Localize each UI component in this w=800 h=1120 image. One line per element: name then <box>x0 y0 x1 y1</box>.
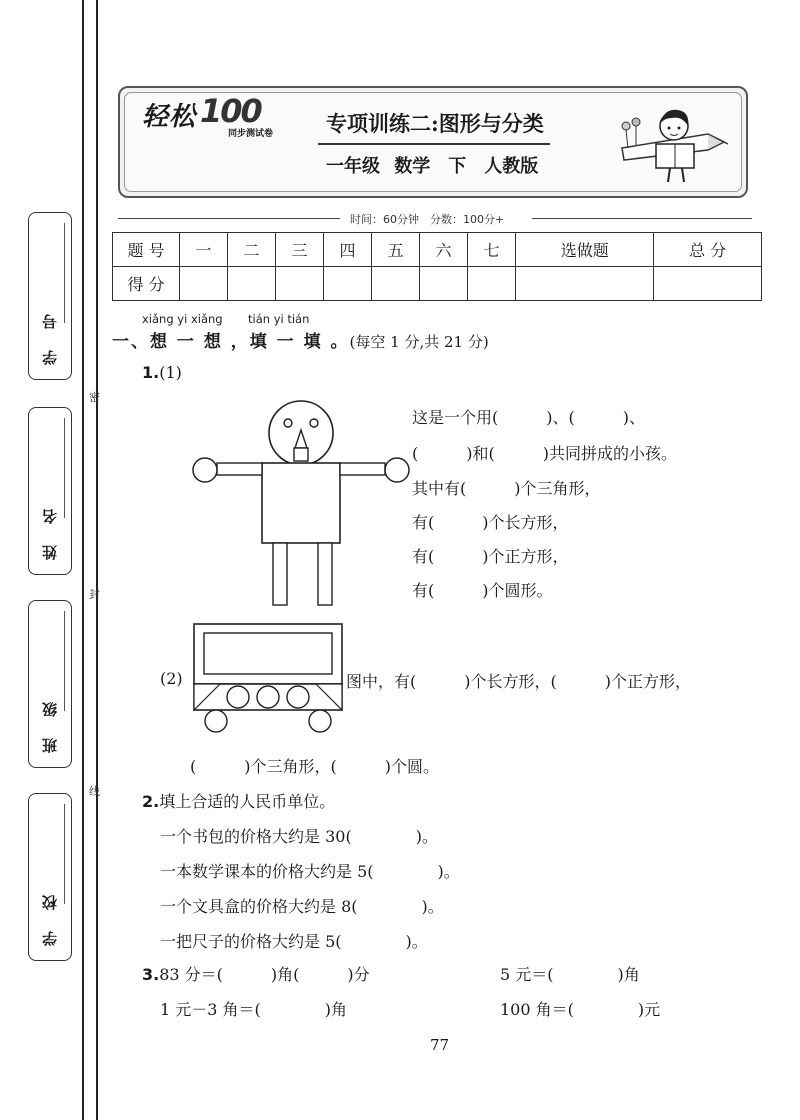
header-cell: 三 <box>276 233 324 267</box>
q1-part2-line1: 图中，有( )个长方形，( )个正方形， <box>346 672 691 691</box>
pinyin-tian: tián yi tián <box>248 312 310 326</box>
logo-subtitle: 同步测试卷 <box>228 129 274 139</box>
page-subtitle: 一年级 数学 下 人教版 <box>326 156 539 177</box>
q1-line: 这是一个用( )、( )、 <box>412 408 645 427</box>
score-cell[interactable] <box>372 267 420 301</box>
header-cell: 选做题 <box>516 233 654 267</box>
binding-line-inner <box>96 0 98 1120</box>
section-heading <box>112 327 489 352</box>
logo-number: 100 <box>200 92 261 130</box>
exam-info-row <box>118 211 752 227</box>
score-cell[interactable] <box>276 267 324 301</box>
q2-line: 一把尺子的价格大约是 5( )。 <box>160 932 428 951</box>
title-divider <box>318 143 550 145</box>
q1-line: 有( )个圆形。 <box>412 581 553 600</box>
score-table <box>112 232 762 301</box>
binding-line-outer <box>82 0 84 1120</box>
shape-child-figure <box>188 398 416 610</box>
q1-part2-line2: ( )个三角形，( )个圆。 <box>190 757 439 776</box>
header-cell: 一 <box>180 233 228 267</box>
q1-line: ( )和( )共同拼成的小孩。 <box>412 444 677 463</box>
score-label-cell: 得 分 <box>113 267 180 301</box>
section-title: 一、想 一 想 ，填 一 填 。 <box>112 332 350 352</box>
question-number: 3. <box>142 965 160 984</box>
score-cell[interactable] <box>516 267 654 301</box>
student-name-field[interactable] <box>28 407 72 575</box>
q3-item: 5 元＝( )角 <box>500 965 640 984</box>
question-text: 填上合适的人民币单位。 <box>159 792 336 811</box>
score-cell[interactable] <box>420 267 468 301</box>
section-points: (每空 1 分,共 21 分) <box>349 333 489 351</box>
exam-time-score: 时间：60分钟 分数：100分+ <box>350 213 505 226</box>
page-number: 77 <box>430 1036 450 1054</box>
field-underline <box>64 611 65 711</box>
score-cell[interactable] <box>324 267 372 301</box>
q1-line: 有( )个正方形， <box>412 547 569 566</box>
q1-line: 其中有( )个三角形， <box>412 479 601 498</box>
header-cell: 六 <box>420 233 468 267</box>
mascot-boy-with-pen-icon <box>612 104 732 186</box>
q2-line: 一本数学课本的价格大约是 5( )。 <box>160 862 460 881</box>
question-1-label <box>142 363 182 382</box>
cut-mark-mi: 密 <box>89 391 100 404</box>
rule-left <box>118 218 340 219</box>
q3-item: 100 角＝( )元 <box>500 1000 661 1019</box>
field-label: 班 级 <box>41 693 59 753</box>
pinyin-xiang: xiǎng yi xiǎng <box>142 312 223 326</box>
score-cell[interactable] <box>654 267 762 301</box>
q2-line: 一个书包的价格大约是 30( )。 <box>160 827 438 846</box>
field-label: 学 校 <box>41 886 59 946</box>
field-underline <box>64 418 65 518</box>
score-cell[interactable] <box>180 267 228 301</box>
shape-cart-figure <box>192 622 350 734</box>
cut-mark-xian: 线 <box>89 785 100 798</box>
part-2-label: (2) <box>160 669 183 688</box>
page-title: 专项训练二:图形与分类 <box>326 111 544 136</box>
table-row <box>113 233 762 267</box>
field-label: 学 号 <box>41 305 59 365</box>
header-cell: 四 <box>324 233 372 267</box>
question-number: 1. <box>142 363 160 382</box>
score-cell[interactable] <box>228 267 276 301</box>
logo-text: 轻松 <box>142 102 197 132</box>
q3-item: 83 分＝( )角( )分 <box>159 965 370 984</box>
class-field[interactable] <box>28 600 72 768</box>
school-field[interactable] <box>28 793 72 961</box>
q2-line: 一个文具盒的价格大约是 8( )。 <box>160 897 444 916</box>
header-cell: 七 <box>468 233 516 267</box>
header-cell: 总 分 <box>654 233 762 267</box>
header-cell: 五 <box>372 233 420 267</box>
q3-item: 1 元－3 角＝( )角 <box>160 1000 348 1019</box>
question-number: 2. <box>142 792 160 811</box>
question-2-title <box>142 789 335 812</box>
student-id-field[interactable] <box>28 212 72 380</box>
field-underline <box>64 223 65 323</box>
header-cell: 题 号 <box>113 233 180 267</box>
rule-right <box>532 218 752 219</box>
cut-mark-feng: 封 <box>89 588 100 601</box>
table-row <box>113 267 762 301</box>
q1-line: 有( )个长方形， <box>412 513 569 532</box>
header-cell: 二 <box>228 233 276 267</box>
question-3-a <box>142 962 370 985</box>
score-cell[interactable] <box>468 267 516 301</box>
part-label: (1) <box>159 363 182 382</box>
field-underline <box>64 804 65 904</box>
field-label: 姓 名 <box>41 500 59 560</box>
